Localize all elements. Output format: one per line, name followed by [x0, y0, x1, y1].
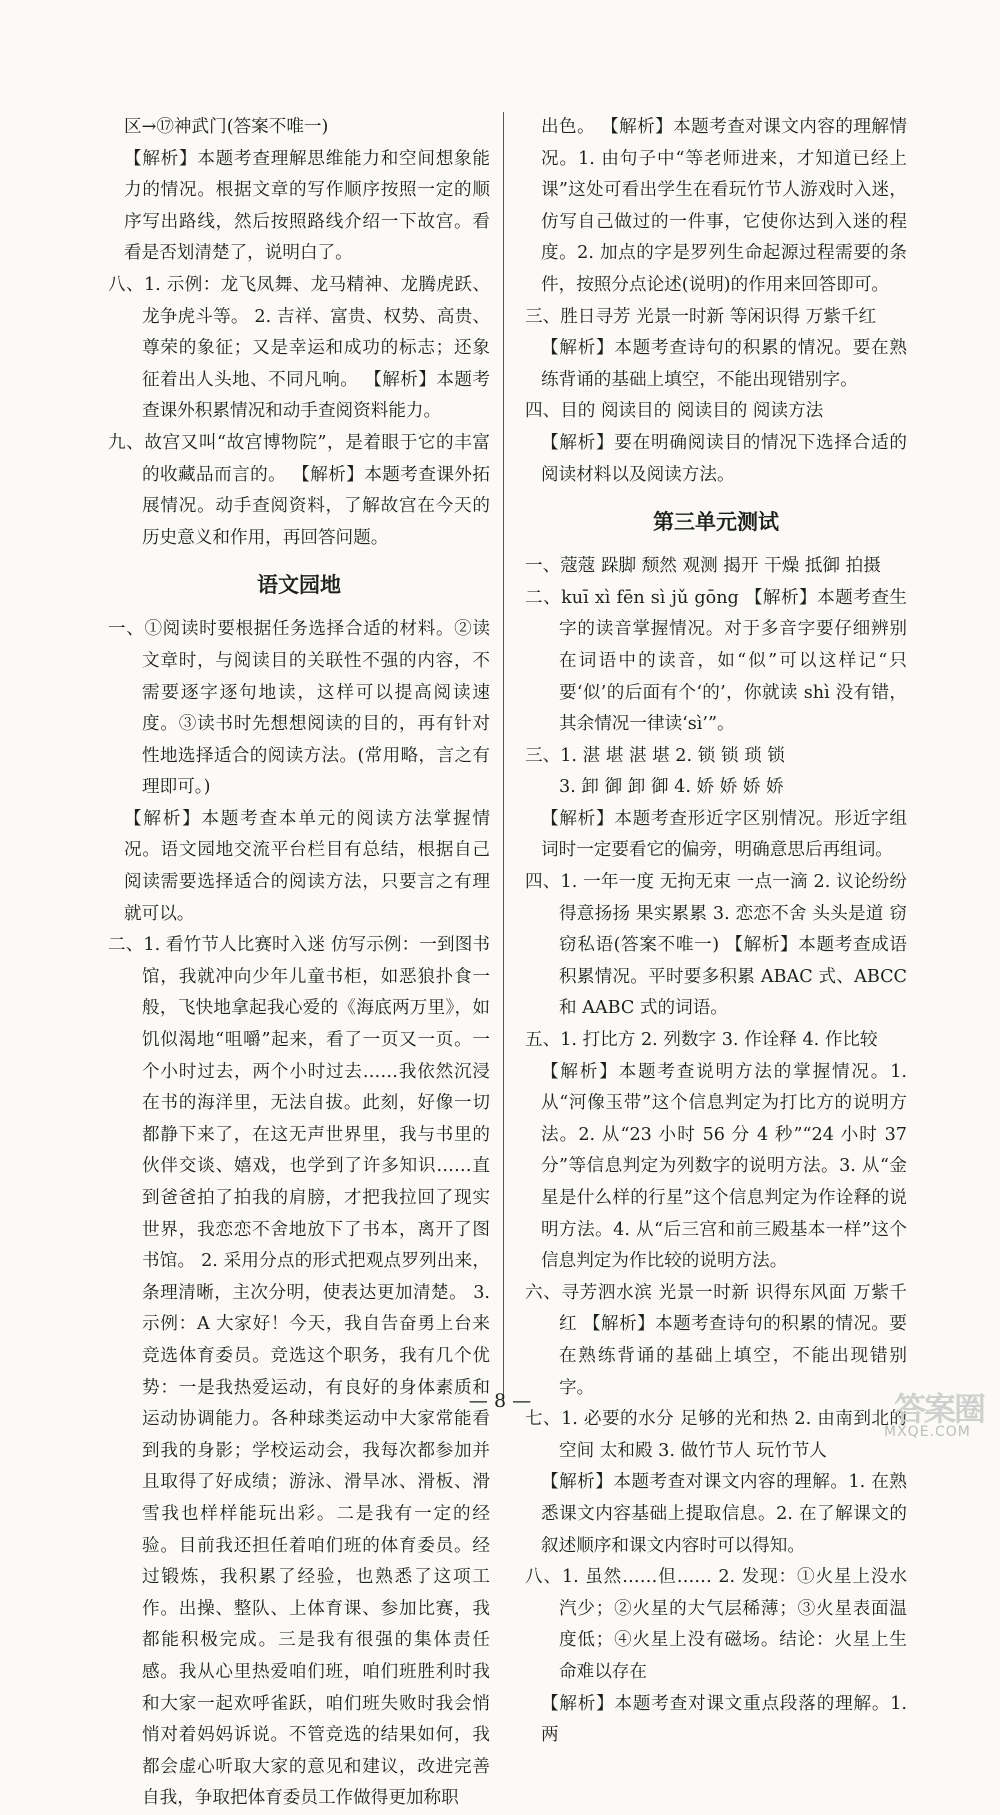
- watermark-logo: [880, 1384, 990, 1442]
- text-paragraph: 【解析】本题考查对课文内容的理解。1. 在熟悉课文内容基础上提取信息。2. 在了解课文的叙述顺序和课文内容时可以得知。: [541, 1472, 907, 1556]
- text-paragraph: 六、寻芳泗水滨 光景一时新 识得东风面 万紫千红 【解析】本题考查诗句的积累的情况。要在熟练背诵的基础上填空，不能出现错别字。: [525, 1282, 907, 1398]
- right-column: [525, 112, 913, 1752]
- left-column: [108, 112, 496, 1815]
- text-paragraph: 九、故宫又叫“故宫博物院”，是着眼于它的丰富的收藏品而言的。 【解析】本题考查课外拓展情况。动手查阅资料，了解故宫在今天的历史意义和作用，再回答问题。: [108, 432, 490, 548]
- watermark-logo-text: 答案圈: [894, 1390, 985, 1428]
- section-heading: 第三单元测试: [653, 510, 779, 535]
- text-paragraph: 二、1. 看竹节人比赛时入迷 仿写示例：一到图书馆，我就冲向少年儿童书柜，如恶狼扑食一般，飞快地拿起我心爱的《海底两万里》，如饥似渴地“咀嚼”起来，看了一页又一页。一个小时过去，两个小时过去……我依然沉浸在书的海洋里，无法自拔。此刻，好像一切都静下来了，在这无声世界里，我与书里的伙伴交谈、嬉戏，也学到了许多知识……直到爸爸拍了拍我的肩膀，才把我拉回了现实世界，我恋恋不舍地放下了书本，离开了图书馆。 2. 采用分点的形式把观点罗列出来，条理清晰，主次分明，使表达更加清楚。 3. 示例：A 大家好！今天，我自告奋勇上台来竞选体育委员。竞选这个职务，我有几个优势：一是我热爱运动，有良好的身体素质和运动协调能力。各种球类运动中大家常能看到我的身影；学校运动会，我每次都参加并且取得了好成绩；游泳、滑旱冰、滑板、滑雪我也样样能玩出彩。二是我有一定的经验。目前我还担任着咱们班的体育委员。经过锻炼，我积累了经验，也熟悉了这项工作。出操、整队、上体育课、参加比赛，我都能积极完成。三是我有很强的集体责任感。我从心里热爱咱们班，咱们班胜利时我和大家一起欢呼雀跃，咱们班失败时我会悄悄对着妈妈诉说。不管竞选的结果如何，我都会虚心听取大家的意见和建议，改进完善自我，争取把体育委员工作做得更加称职: [108, 935, 496, 1809]
- text-paragraph: 八、1. 虽然……但…… 2. 发现：①火星上没水汽少；②火星的大气层稀薄；③火星表面温度低；④火星上没有磁场。结论：火星上生命难以存在: [525, 1567, 907, 1682]
- text-paragraph: 出色。 【解析】本题考查对课文内容的理解情况。1. 由句子中“等老师进来，才知道已经上课”这处可看出学生在看玩竹节人游戏时入迷，仿写自己做过的一件事，它使你达到入迷的程度。2. 加点的字是罗列生命起源过程需要的条件，按照分点论述(说明)的作用来回答即可。: [541, 117, 907, 295]
- text-paragraph: 四、1. 一年一度 无拘无束 一点一滴 2. 议论纷纷 得意扬扬 果实累累 3. 恋恋不舍 头头是道 窃窃私语(答案不唯一) 【解析】本题考查成语积累情况。平时要多积累 ABAC 式、ABCC 和 AABC 式的词语。: [525, 872, 913, 1019]
- text-paragraph: 五、1. 打比方 2. 列数字 3. 作诠释 4. 作比较: [525, 1030, 878, 1051]
- text-paragraph: 【解析】本题考查本单元的阅读方法掌握情况。语文园地交流平台栏目有总结，根据自己阅读需要选择适合的阅读方法，只要言之有理就可以。: [124, 808, 490, 924]
- text-paragraph: 【解析】要在明确阅读目的情况下选择合适的阅读材料以及阅读方法。: [541, 432, 907, 485]
- text-paragraph: 二、kuī xì fēn sì jǔ gōng 【解析】本题考查生字的读音掌握情况。对于多音字要仔细辨别在词语中的读音，如“似”可以这样记“只要‘似’的后面有个‘的’，你就读 shì 没有错，其余情况一律读‘sì’”。: [525, 587, 907, 735]
- text-paragraph: 【解析】本题考查形近字区别情况。形近字组词时一定要看它的偏旁，明确意思后再组词。: [541, 808, 907, 861]
- text-paragraph: 七、1. 必要的水分 足够的光和热 2. 由南到北的空间 太和殿 3. 做竹节人 玩竹节人: [525, 1409, 907, 1461]
- text-paragraph: 【解析】本题考查对课文重点段落的理解。1. 两: [541, 1693, 913, 1746]
- text-paragraph: 【解析】本题考查说明方法的掌握情况。1. 从“河像玉带”这个信息判定为打比方的说明方法。2. 从“23 小时 56 分 4 秒”“24 小时 37 分”等信息判定为列数字的说明方法。3. 从“金星是什么样的行星”这个信息判定为作诠释的说明方法。4. 从“后三宫和前三殿基本一样”这个信息判定为作比较的说明方法。: [541, 1061, 913, 1272]
- text-paragraph: 四、目的 阅读目的 阅读目的 阅读方法: [525, 401, 824, 422]
- text-paragraph: 三、胜日寻芳 光景一时新 等闲识得 万紫千红: [525, 306, 877, 327]
- text-paragraph: 一、①阅读时要根据任务选择合适的材料。②读文章时，与阅读目的关联性不强的内容，不需要逐字逐句地读，这样可以提高阅读速度。③读书时先想想阅读的目的，再有针对性地选择适合的阅读方法。(常用略，言之有理即可。): [108, 619, 490, 798]
- column-divider: [503, 112, 504, 1402]
- text-paragraph: 一、蔻蔻 跺脚 颓然 观测 揭开 干燥 抵御 拍摄: [525, 556, 881, 577]
- text-paragraph: 【解析】本题考查理解思维能力和空间想象能力的情况。根据文章的写作顺序按照一定的顺序写出路线，然后按照路线介绍一下故宫。看看是否划清楚了，说明白了。: [124, 148, 490, 264]
- text-paragraph: 八、1. 示例：龙飞凤舞、龙马精神、龙腾虎跃、龙争虎斗等。 2. 吉祥、富贵、权势、高贵、尊荣的象征；又是幸运和成功的标志；还象征着出人头地、不同凡响。 【解析】本题考查课外积累情况和动手查阅资料能力。: [108, 274, 490, 422]
- text-paragraph: 【解析】本题考查诗句的积累的情况。要在熟练背诵的基础上填空，不能出现错别字。: [541, 338, 907, 390]
- section-heading: 语文园地: [257, 573, 341, 598]
- text-paragraph: 区→⑰神武门(答案不唯一): [124, 117, 329, 137]
- watermark-domain-text: MXQE.COM: [884, 1424, 971, 1440]
- text-paragraph: 三、1. 湛 堪 湛 堪 2. 锁 锁 琐 锁 3. 卸 御 卸 御 4. 娇 娇 娇 娇: [525, 745, 785, 798]
- page-number: — 8 —: [468, 1390, 532, 1412]
